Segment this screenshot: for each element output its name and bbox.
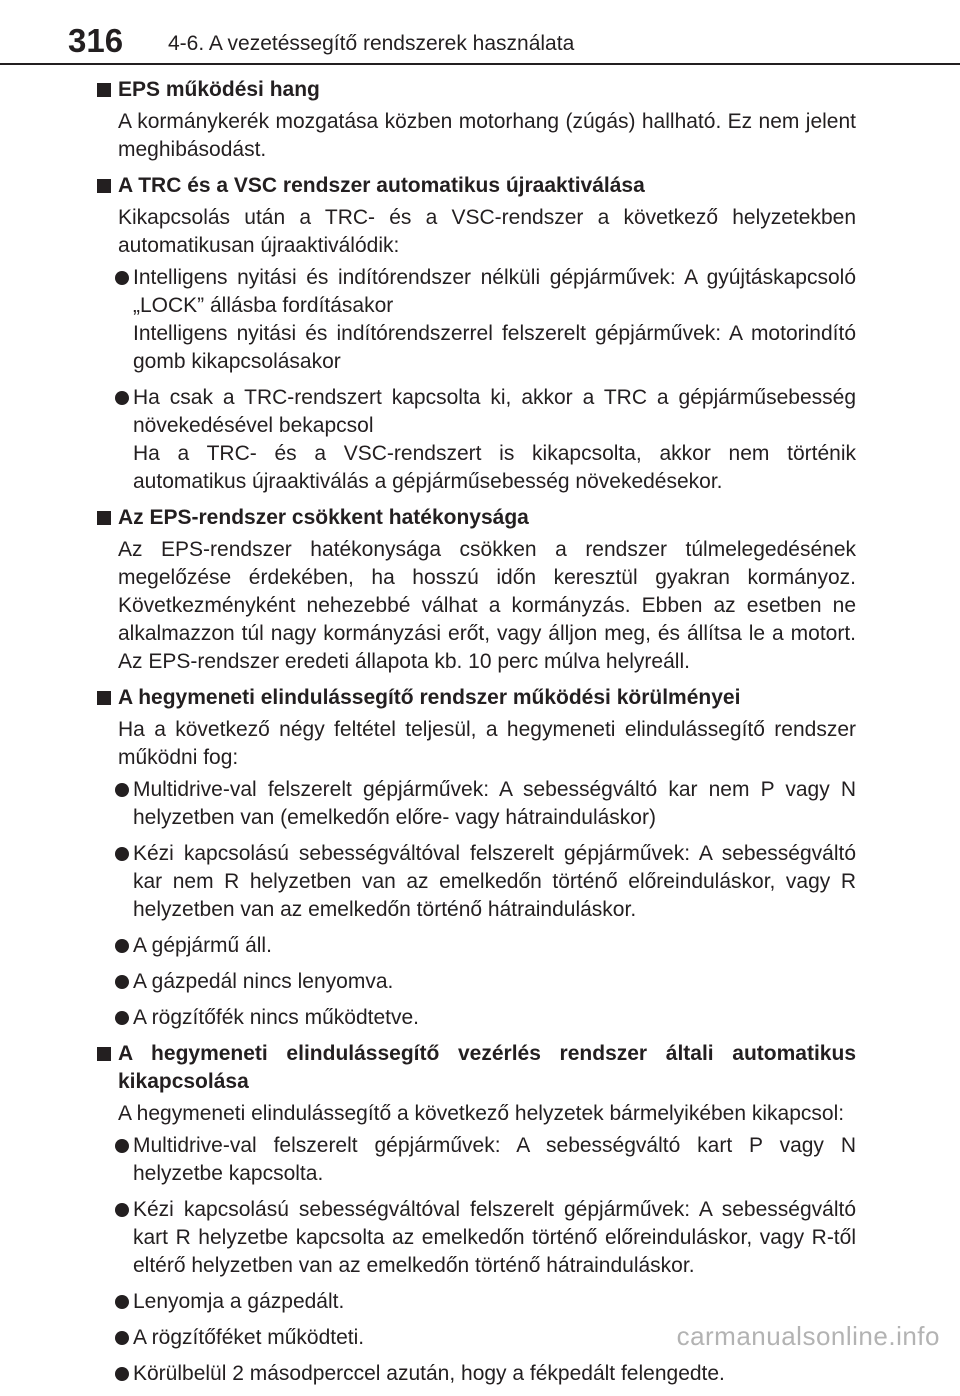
round-bullet-icon bbox=[115, 391, 129, 405]
list-item bbox=[96, 776, 856, 832]
list-item-text: Körülbelül 2 másodperccel azután, hogy a fékpedált felengedte. bbox=[133, 1362, 725, 1385]
list-item-text: Lenyomja a gázpedált. bbox=[133, 1290, 345, 1313]
list-item-text: A rögzítőfék nincs működtetve. bbox=[133, 1006, 419, 1029]
list-item-text: Intelligens nyitási és indítórendszer nélküli gépjárművek: A gyújtáskapcsoló „LOCK” állásba fordításakor bbox=[133, 266, 856, 317]
square-bullet-icon bbox=[97, 511, 111, 525]
list-item-text: A rögzítőféket működteti. bbox=[133, 1326, 365, 1349]
list-item-text: Kézi kapcsolású sebességváltóval felszerelt gépjárművek: A sebességváltó kar nem R helyzetben van az emelkedőn történő előreinduláskor, vagy R helyzetben van az emelkedőn történő hátrainduláskor. bbox=[133, 842, 856, 921]
page-header bbox=[0, 0, 960, 64]
page-content bbox=[96, 76, 856, 1396]
header-rule bbox=[0, 63, 960, 65]
section-title: EPS működési hang bbox=[118, 78, 320, 101]
section-paragraph: A kormánykerék mozgatása közben motorhang (zúgás) hallható. Ez nem jelent meghibásodást. bbox=[118, 110, 856, 161]
list-item-text: Multidrive-val felszerelt gépjárművek: A sebességváltó kar nem P vagy N helyzetben van (emelkedőn előre- vagy hátrainduláskor) bbox=[133, 778, 856, 829]
section-title: A hegymeneti elindulássegítő rendszer működési körülményei bbox=[118, 686, 741, 709]
section-heading bbox=[96, 684, 856, 712]
section-eps-sound bbox=[96, 76, 856, 164]
section-paragraph: Ha a következő négy feltétel teljesül, a hegymeneti elindulássegítő rendszer működni fog: bbox=[118, 718, 856, 769]
list-item-text: A gázpedál nincs lenyomva. bbox=[133, 970, 394, 993]
round-bullet-icon bbox=[115, 271, 129, 285]
square-bullet-icon bbox=[97, 179, 111, 193]
watermark: carmanualsonline.info bbox=[676, 1321, 940, 1351]
list-item bbox=[96, 1288, 856, 1316]
round-bullet-icon bbox=[115, 1295, 129, 1309]
list-item bbox=[96, 1132, 856, 1188]
list-item bbox=[96, 1360, 856, 1388]
list-item-text: Kézi kapcsolású sebességváltóval felszerelt gépjárművek: A sebességváltó kart R helyzetbe kapcsolta az emelkedőn történő előreinduláskor, vagy R-től eltérő helyzetben van az emelkedőn történő hátrainduláskor. bbox=[133, 1198, 856, 1277]
round-bullet-icon bbox=[115, 847, 129, 861]
list-item-text: Ha a TRC- és a VSC-rendszert is kikapcsolta, akkor nem történik automatikus újraaktiválás a gépjárműsebesség növekedésekor. bbox=[133, 442, 856, 493]
list-item-text: A gépjármű áll. bbox=[133, 934, 272, 957]
list-item bbox=[96, 968, 856, 996]
list-item bbox=[96, 384, 856, 496]
list-item-text: Intelligens nyitási és indítórendszerrel felszerelt gépjárművek: A motorindító gomb kikapcsolásakor bbox=[133, 322, 856, 373]
list-item bbox=[96, 932, 856, 960]
round-bullet-icon bbox=[115, 1011, 129, 1025]
section-heading bbox=[96, 76, 856, 104]
page-number: 316 bbox=[68, 22, 124, 59]
section-paragraph: A hegymeneti elindulássegítő a következő helyzetek bármelyikében kikapcsol: bbox=[118, 1102, 845, 1125]
list-item-text: Multidrive-val felszerelt gépjárművek: A sebességváltó kart P vagy N helyzetbe kapcsolta. bbox=[133, 1134, 856, 1185]
round-bullet-icon bbox=[115, 1331, 129, 1345]
round-bullet-icon bbox=[115, 1139, 129, 1153]
round-bullet-icon bbox=[115, 1367, 129, 1381]
list-item-text: Ha csak a TRC-rendszert kapcsolta ki, akkor a TRC a gépjárműsebesség növekedésével bekapcsol bbox=[133, 386, 856, 437]
square-bullet-icon bbox=[97, 691, 111, 705]
round-bullet-icon bbox=[115, 939, 129, 953]
round-bullet-icon bbox=[115, 783, 129, 797]
square-bullet-icon bbox=[97, 1047, 111, 1061]
section-heading bbox=[96, 504, 856, 532]
section-heading bbox=[96, 172, 856, 200]
chapter-title: 4-6. A vezetéssegítő rendszerek használata bbox=[168, 32, 575, 55]
round-bullet-icon bbox=[115, 1203, 129, 1217]
section-paragraph: Kikapcsolás után a TRC- és a VSC-rendszer a következő helyzetekben automatikusan újraaktiválódik: bbox=[118, 206, 856, 257]
section-title: Az EPS-rendszer csökkent hatékonysága bbox=[118, 506, 529, 529]
list-item bbox=[96, 840, 856, 924]
list-item bbox=[96, 1196, 856, 1280]
list-item bbox=[96, 1004, 856, 1032]
section-heading bbox=[96, 1040, 856, 1096]
section-title: A TRC és a VSC rendszer automatikus újraaktiválása bbox=[118, 174, 645, 197]
section-paragraph: Az EPS-rendszer hatékonysága csökken a rendszer túlmelegedésének megelőzése érdekében, ha hosszú időn keresztül gyakran kormányoz. Következményként nehezebbé válhat a kormányzás. Ebben az esetben ne alkalmazzon túl nagy kormányzási erőt, vagy álljon meg, és állítsa le a motort. Az EPS-rendszer eredeti állapota kb. 10 perc múlva helyreáll. bbox=[118, 538, 856, 673]
section-title: A hegymeneti elindulássegítő vezérlés rendszer általi automatikus kikapcsolása bbox=[118, 1042, 856, 1093]
section-trc-vsc-reactivation bbox=[96, 172, 856, 496]
square-bullet-icon bbox=[97, 83, 111, 97]
list-item bbox=[96, 264, 856, 376]
section-eps-reduced-efficiency bbox=[96, 504, 856, 676]
round-bullet-icon bbox=[115, 975, 129, 989]
section-hill-start-conditions bbox=[96, 684, 856, 1032]
